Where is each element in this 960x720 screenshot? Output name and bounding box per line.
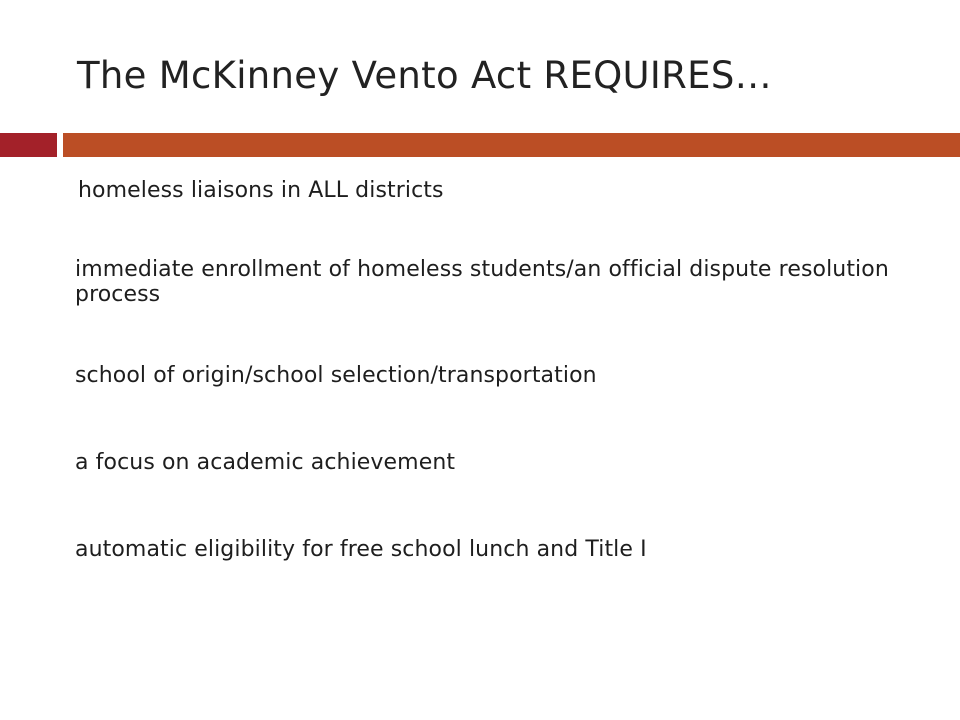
requirement-liaisons: homeless liaisons in ALL districts [78, 178, 444, 203]
requirement-school-of-origin: school of origin/school selection/transportation [75, 363, 597, 388]
slide-title: The McKinney Vento Act REQUIRES… [77, 54, 772, 97]
requirement-enrollment: immediate enrollment of homeless students/an official dispute resolution process [75, 257, 889, 307]
title-accent-bar [63, 133, 960, 157]
requirement-academic-focus: a focus on academic achievement [75, 450, 456, 475]
title-accent-block [0, 133, 57, 157]
requirements-list [75, 178, 895, 562]
requirement-lunch-eligibility: automatic eligibility for free school lunch and Title I [75, 537, 647, 562]
